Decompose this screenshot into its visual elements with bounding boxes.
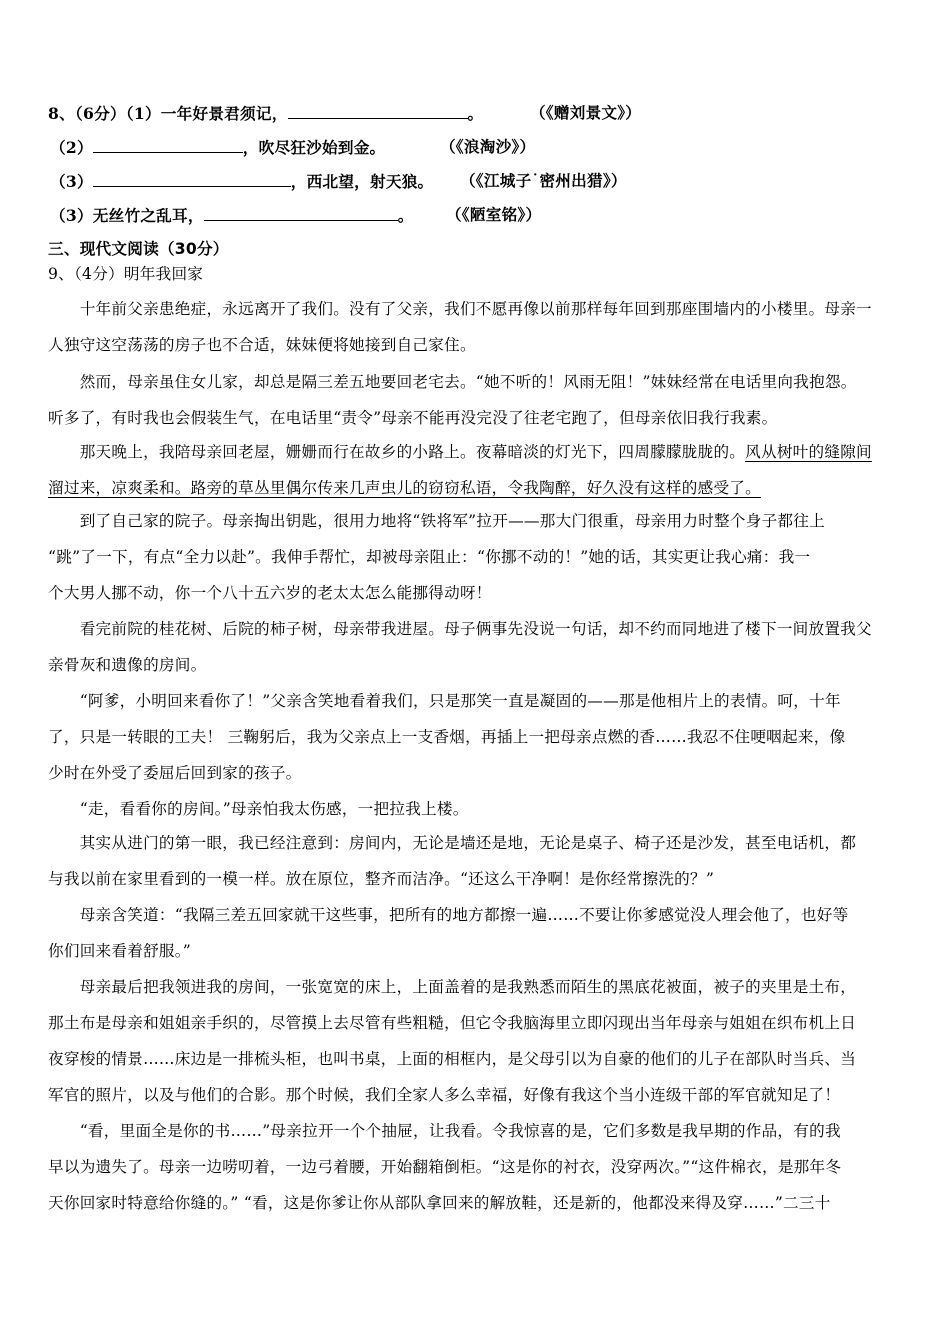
passage-line: “阿爹，小明回来看你了！”父亲含笑地看着我们，只是那笑一直是凝固的——那是他相片上的表情。呵，十年 [48,692,841,710]
q8-1-source: （《赠刘景文》） [530,103,642,122]
q8-line-1 [48,103,483,124]
passage-line: 亲骨灰和遗像的房间。 [48,656,207,674]
passage-line: 然而，母亲虽住女儿家，却总是隔三差五地要回老宅去。“她不听的！风雨无阻！”妹妹经常在电话里向我抱怨。 [48,373,857,391]
passage-line: 你们回来看着舒服。” [48,942,192,960]
q8-4-blank[interactable] [204,205,398,221]
q8-4-source: （《陋室铭》） [446,205,542,224]
q8-2-prompt: （2） [50,138,93,157]
q8-4-prompt: （3）无丝竹之乱耳， [50,206,204,225]
q8-3-punct: ，西北望，射天狼。 [290,172,434,191]
passage-line: 了，只是一转眼的工夫！ 三鞠躬后，我为父亲点上一支香烟，再插上一把母亲点燃的香……我忍不住哽咽起来，像 [48,728,846,746]
passage-line: 少时在外受了委屈后回到家的孩子。 [48,764,302,782]
q8-1-blank[interactable] [288,103,468,119]
q8-3-prompt: （3） [50,172,93,191]
passage-text: 那天晚上，我陪母亲回老屋，姗姗而行在故乡的小路上。夜幕暗淡的灯光下，四周朦朦胧胧的。 [48,443,746,461]
passage-line: 十年前父亲患绝症，永远离开了我们。没有了父亲，我们不愿再像以前那样每年回到那座围墙内的小楼里。母亲一 [48,300,872,318]
passage-line: 人独守这空荡荡的房子也不合适，妹妹便将她接到自己家住。 [48,336,476,354]
passage-line: 军官的照片，以及与他们的合影。那个时候，我们全家人多么幸福，好像有我这个当小连级干部的军官就知足了！ [48,1086,841,1104]
q8-1-prompt: （1）一年好景君须记， [125,104,288,123]
passage-line: 个大男人挪不动，你一个八十五六岁的老太太怎么能挪得动呀！ [48,584,492,602]
passage-line: 早以为遗失了。母亲一边唠叨着，一边弓着腰，开始翻箱倒柜。“这是你的衬衣，没穿两次。”“这件棉衣，是那年冬 [48,1158,842,1176]
passage-line [48,442,872,462]
passage-line: 母亲最后把我领进我的房间，一张宽宽的床上，上面盖着的是我熟悉而陌生的黑底花被面，被子的夹里是土布， [48,978,857,996]
underlined-sentence: 溜过来，凉爽柔和。路旁的草丛里偶尔传来几声虫儿的窃窃私语，令我陶醉，好久没有这样的感受了。 [48,479,761,497]
section-3-title: 三、现代文阅读（30分） [48,240,229,258]
passage-line: “走，看看你的房间。”母亲怕我太伤感，一把拉我上楼。 [48,800,469,818]
q8-line-4 [50,205,414,226]
passage-line: “看，里面全是你的书……”母亲拉开一个个抽屉，让我看。令我惊喜的是，它们多数是我早期的作品，有的我 [48,1122,841,1140]
passage-line: 听多了，有时我也会假装生气，在电话里“责令”母亲不能再没完没了往老宅跑了，但母亲依旧我行我素。 [48,409,778,427]
q8-4-punct: 。 [397,206,414,225]
passage-line: 与我以前在家里看到的一模一样。放在原位，整齐而洁净。“还这么干净啊！是你经常擦洗的？” [48,870,715,888]
passage-line: 夜穿梭的情景……床边是一排梳头柜，也叫书桌，上面的相框内，是父母引以为自豪的他们的儿子在部队时当兵、当 [48,1050,857,1068]
q8-line-3 [50,171,433,192]
passage-line: 看完前院的桂花树、后院的柿子树，母亲带我进屋。母子俩事先没说一句话，却不约而同地进了楼下一间放置我父 [48,620,872,638]
passage-line: 天你回家时特意给你缝的。” “看，这是你爹让你从部队拿回来的解放鞋，还是新的，他都没来得及穿……”二三十 [48,1194,831,1212]
q9-header: 9、（4分）明年我回家 [48,265,204,283]
passage-line: “跳”了一下，有点“全力以赴”。我伸手帮忙，却被母亲阻止：“你挪不动的！”她的话，其实更让我心痛：我一 [48,548,811,566]
q8-2-source: （《浪淘沙》） [440,137,536,156]
passage-line: 那土布是母亲和姐姐亲手织的，尽管摸上去尽管有些粗糙，但它令我脑海里立即闪现出当年母亲与姐姐在织布机上日 [48,1014,857,1032]
q8-1-punct: 。 [467,104,484,123]
q8-score: （6分） [74,104,126,123]
q8-line-2 [50,137,385,158]
passage-line: 母亲含笑道：“我隔三差五回家就干这些事，把所有的地方都擦一遍……不要让你爹感觉没人理会他了，也好等 [48,906,849,924]
q8-2-punct: ，吹尽狂沙始到金。 [242,138,386,157]
underlined-sentence: 风从树叶的缝隙间 [745,443,872,461]
q8-number: 8、 [48,104,75,123]
q8-3-blank[interactable] [93,171,291,187]
q8-3-source: （《江城子˙密州出猎》） [460,171,627,190]
q8-2-blank[interactable] [93,137,243,153]
passage-line: 其实从进门的第一眼，我已经注意到：房间内，无论是墙还是地，无论是桌子、椅子还是沙发，甚至电话机，都 [48,834,857,852]
passage-line: 到了自己家的院子。母亲掏出钥匙，很用力地将“铁将军”拉开——那大门很重，母亲用力时整个身子都往上 [48,512,825,530]
